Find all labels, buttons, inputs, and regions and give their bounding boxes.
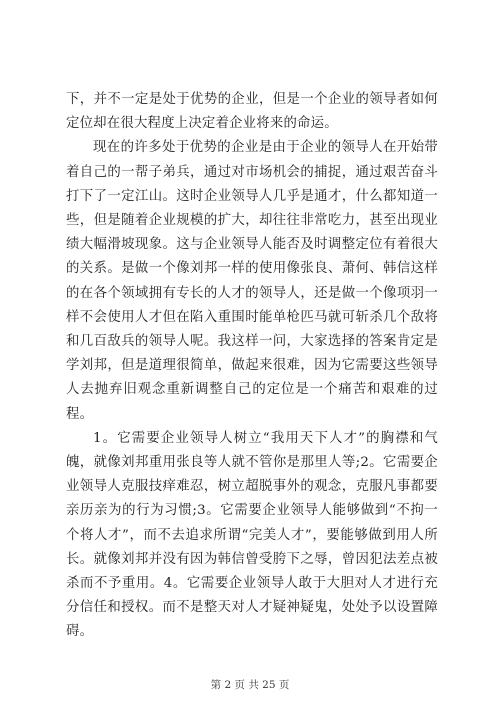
document-body (66, 88, 438, 645)
paragraph-continuation: 下，并不一定是处于优势的企业，但是一个企业的领导者如何定位却在很大程度上决定着企业将来的命运。 (66, 92, 438, 132)
page-footer: 第 2 页 共 25 页 (210, 679, 290, 691)
paragraph-requirements-list: 1。它需要企业领导人树立“我用天下人才”的胸襟和气魄，就像刘邦重用张良等人就不管你是那里人等;2。它需要企业领导人克服技痒难忍，树立超脱事外的观念，克服凡事都要亲历亲为的行为习惯;3。它需要企业领导人能够做到“不拘一个将人才”，而不去追求所谓“完美人才”，要能够做到用人所长。就像刘邦并没有因为韩信曾受胯下之辱，曾因犯法差点被杀而不予重用。4。它需要企业领导人敢于大胆对人才进行充分信任和授权。而不是整天对人才疑神疑鬼，处处予以设置障碍。 (66, 430, 438, 640)
paragraph-leader-positioning: 现在的许多处于优势的企业是由于企业的领导人在开始带着自己的一帮子弟兵，通过对市场机会的捕捉，通过艰苦奋斗打下了一定江山。这时企业领导人几乎是通才，什么都知道一些，但是随着企业规模的扩大，却往往非常吃力，甚至出现业绩大幅滑坡现象。这与企业领导人能否及时调整定位有着很大的关系。是做一个像刘邦一样的使用像张良、萧何、韩信这样的在各个领域拥有专长的人才的领导人，还是做一个像项羽一样不会使用人才但在陷入重围时能单枪匹马就可斩杀几个敌将和几百敌兵的领导人呢。我这样一问，大家选择的答案肯定是学刘邦，但是道理很简单，做起来很难，因为它需要这些领导人去抛弃旧观念重新调整自己的定位是一个痛苦和艰难的过程。 (66, 140, 438, 422)
